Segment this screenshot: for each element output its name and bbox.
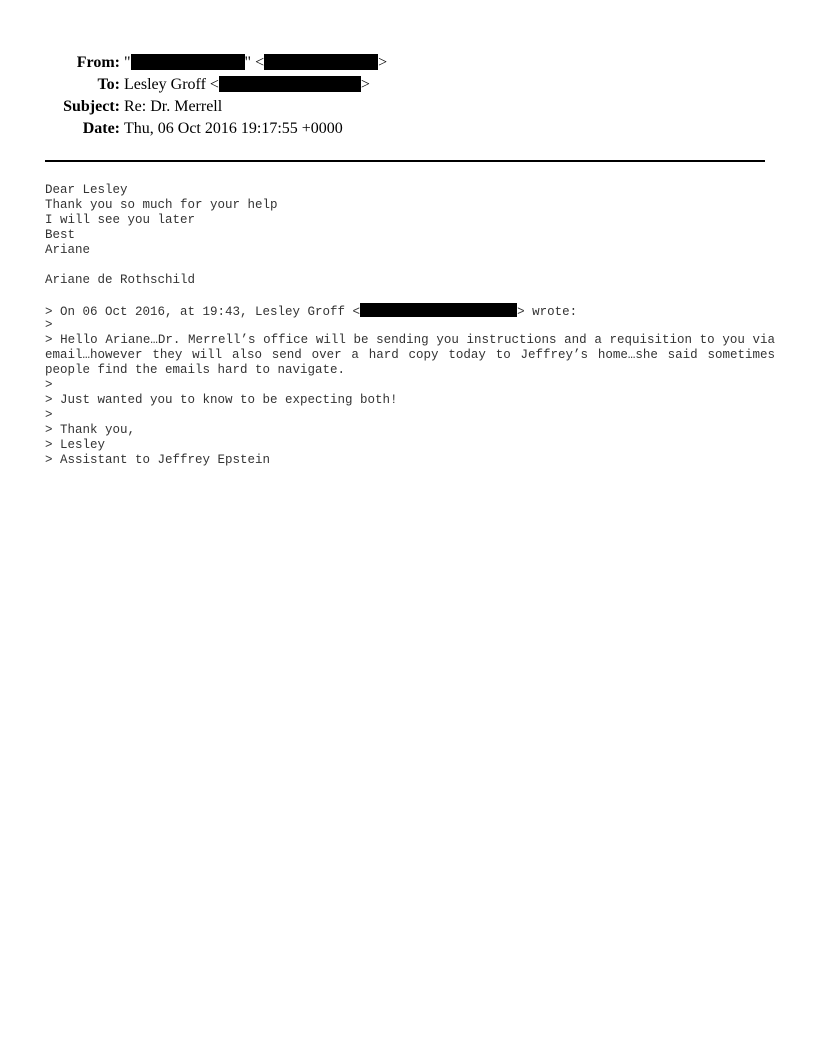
- redaction-box: [131, 54, 245, 70]
- to-name: Lesley Groff <: [124, 76, 219, 93]
- quote-line: > Assistant to Jeffrey Epstein: [45, 453, 271, 467]
- from-value: [124, 52, 387, 74]
- quote-line: >: [45, 378, 53, 392]
- date-value: Thu, 06 Oct 2016 19:17:55 +0000: [124, 120, 343, 137]
- body-line: Thank you so much for your help: [45, 198, 278, 212]
- body-line: Ariane: [45, 243, 91, 257]
- quote-intro-wrote: > wrote:: [517, 305, 578, 319]
- to-value: [124, 74, 370, 96]
- subject-row: [0, 96, 816, 118]
- date-row: [0, 118, 816, 140]
- from-label: From:: [76, 54, 120, 71]
- redaction-box: [219, 76, 361, 92]
- from-row: [0, 52, 816, 74]
- subject-label: Subject:: [63, 98, 120, 115]
- quote-line: >: [45, 408, 53, 422]
- signature: Ariane de Rothschild: [45, 273, 196, 287]
- spacer: [45, 288, 775, 303]
- from-bracket-close: >: [378, 54, 388, 71]
- quote-intro: [45, 303, 775, 318]
- quote-line: > Thank you,: [45, 423, 136, 437]
- email-header: [0, 52, 816, 140]
- body-line: Best: [45, 228, 76, 242]
- from-quote-mid: " <: [244, 54, 265, 71]
- quote-paragraph: > Hello Ariane…Dr. Merrell’s office will be sending you instructions and a requisition to you via email…however they will also send over a hard copy today to Jeffrey’s home…she said sometimes people find the emails hard to navigate.: [45, 333, 775, 377]
- date-label: Date:: [82, 120, 120, 137]
- to-row: [0, 74, 816, 96]
- body-line: I will see you later: [45, 213, 196, 227]
- quote-line: > Just wanted you to know to be expecting both!: [45, 393, 398, 407]
- to-label: To:: [97, 76, 120, 93]
- spacer: [45, 258, 775, 273]
- quote-line: > Lesley: [45, 438, 106, 452]
- redaction-box: [360, 303, 517, 317]
- quote-intro-text: > On 06 Oct 2016, at 19:43, Lesley Groff <: [45, 305, 361, 319]
- to-bracket-close: >: [360, 76, 370, 93]
- greeting: Dear Lesley: [45, 183, 128, 197]
- subject-value: Re: Dr. Merrell: [124, 98, 223, 115]
- header-divider: [45, 160, 765, 162]
- quote-line: >: [45, 318, 53, 332]
- from-quote-open: ": [124, 54, 131, 71]
- redaction-box: [264, 54, 378, 70]
- email-body: [45, 183, 775, 468]
